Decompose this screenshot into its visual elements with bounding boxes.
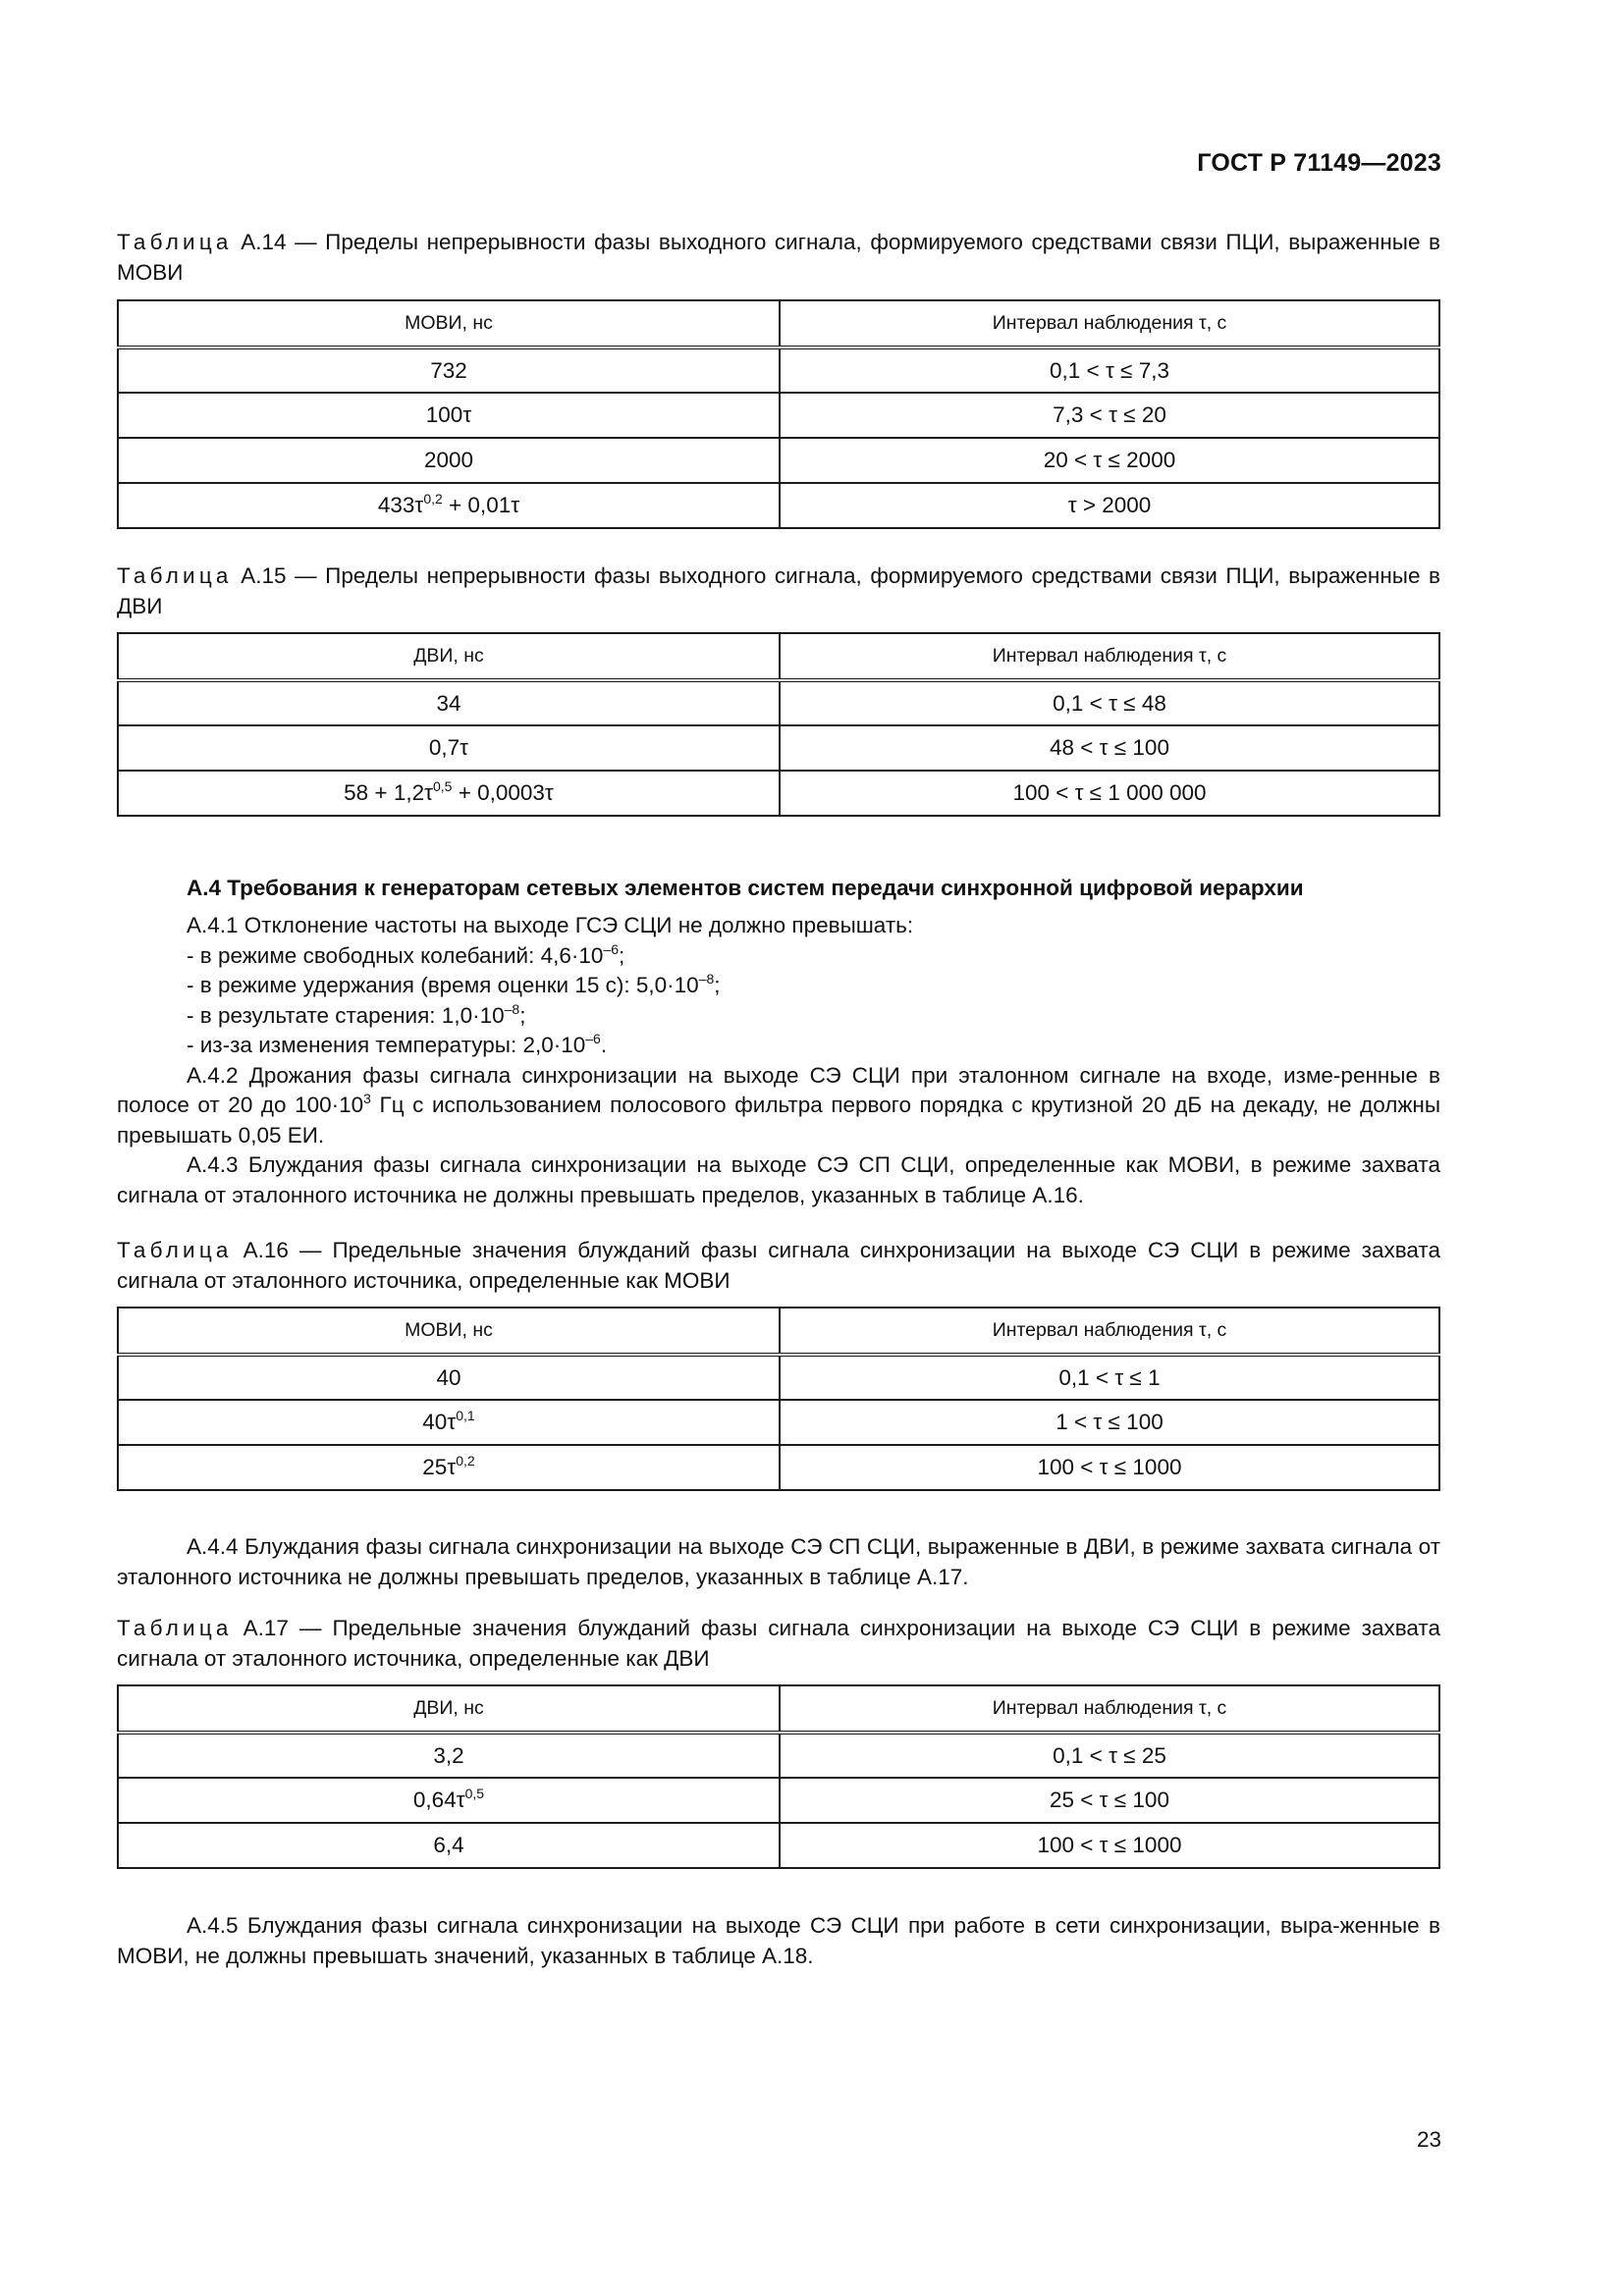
table-cell: 25 < τ ≤ 100 — [780, 1778, 1439, 1823]
table-label: Таблица — [117, 1238, 233, 1262]
table-row — [118, 438, 1439, 483]
list-item: - в результате старения: $1,0\cdot 10^{-8}$; — [187, 1000, 526, 1028]
table-header-row — [118, 1685, 1439, 1733]
table-row — [118, 1778, 1439, 1823]
table-cell: 0,1 < τ ≤ 25 — [780, 1733, 1439, 1778]
table-cell: $58 + 1,2\tau^{0,5} + 0,0003\tau$ — [118, 771, 780, 816]
table-row — [118, 347, 1439, 393]
table-cell: 3,2 — [118, 1733, 780, 1778]
table-row — [118, 1355, 1439, 1400]
table-a16 — [117, 1307, 1440, 1491]
table-cell: $25\tau^{0,2}$ — [118, 1445, 780, 1490]
table-cell: $433\tau^{0,2} + 0,01\tau$ — [118, 483, 780, 528]
table-a17 — [117, 1684, 1440, 1869]
column-header: Интервал наблюдения τ, с — [780, 300, 1439, 347]
table-row — [118, 771, 1439, 816]
table-cell: 100 < τ ≤ 1000 — [780, 1823, 1439, 1868]
table-row — [118, 1733, 1439, 1778]
table-cell: 732 — [118, 347, 780, 393]
document-id: ГОСТ Р 71149—2023 — [1197, 149, 1441, 177]
table-a15-section — [117, 561, 1440, 817]
table-label: Таблица — [117, 563, 233, 588]
table-a14-section — [117, 227, 1440, 529]
table-cell: $0,64\tau^{0,5}$ — [118, 1778, 780, 1823]
table-row — [118, 725, 1439, 771]
paragraph-a42: А.4.2 Дрожания фазы сигнала синхронизации на выходе СЭ СЦИ при эталонном сигнале на входе, изме-ренные в полосе от 20 до $100\cdot 10^3$ Гц с использованием полосового фильтра первого порядка с крутизной 20 дБ на декаду, не должны превышать 0,05 ЕИ. — [117, 1062, 1440, 1148]
paragraph-a45-block — [117, 1911, 1440, 1971]
table-cell: 0,1 < τ ≤ 1 — [780, 1355, 1439, 1400]
list-item: - в режиме удержания (время оценки 15 с): $5,0\cdot 10^{-8}$; — [187, 971, 721, 997]
table-a14 — [117, 299, 1440, 529]
table-cell: 20 < τ ≤ 2000 — [780, 438, 1439, 483]
column-header: МОВИ, нс — [118, 1308, 780, 1355]
table-header-row — [118, 300, 1439, 347]
table-cell: 0,1 < τ ≤ 48 — [780, 680, 1439, 725]
table-a16-section — [117, 1235, 1440, 1491]
paragraph-a45: А.4.5 Блуждания фазы сигнала синхронизации на выходе СЭ СЦИ при работе в сети синхронизации, выра-женные в МОВИ, не должны превышать значений, указанных в таблице А.18. — [117, 1913, 1440, 1968]
table-cell: 1 < τ ≤ 100 — [780, 1400, 1439, 1445]
table-a17-caption: Таблица А.17 — Предельные значения блужданий фазы сигнала синхронизации на выходе СЭ СЦИ в режиме захвата сигнала от эталонного источника, определенные как ДВИ — [117, 1616, 1440, 1671]
table-cell: 2000 — [118, 438, 780, 483]
table-cell: τ > 2000 — [780, 483, 1439, 528]
table-cell: 0,1 < τ ≤ 7,3 — [780, 347, 1439, 393]
table-cell: $40\tau^{0,1}$ — [118, 1400, 780, 1445]
table-label: Таблица — [117, 230, 233, 254]
section-a4 — [117, 876, 1440, 1210]
column-header: ДВИ, нс — [118, 1685, 780, 1733]
table-a16-caption: Таблица А.16 — Предельные значения блужданий фазы сигнала синхронизации на выходе СЭ СЦИ в режиме захвата сигнала от эталонного источника, определенные как МОВИ — [117, 1238, 1440, 1293]
table-row — [118, 1445, 1439, 1490]
table-row — [118, 1823, 1439, 1868]
table-cell: 40 — [118, 1355, 780, 1400]
column-header: Интервал наблюдения τ, с — [780, 1308, 1439, 1355]
table-row — [118, 1400, 1439, 1445]
column-header: Интервал наблюдения τ, с — [780, 633, 1439, 680]
table-row — [118, 483, 1439, 528]
section-heading: А.4 Требования к генераторам сетевых элементов систем передачи синхронной цифровой иерархии — [187, 876, 1304, 900]
table-header-row — [118, 633, 1439, 680]
table-a17-section — [117, 1613, 1440, 1869]
table-cell: 7,3 < τ ≤ 20 — [780, 393, 1439, 438]
page-number: 23 — [1416, 2127, 1441, 2152]
table-cell: 100τ — [118, 393, 780, 438]
table-header-row — [118, 1308, 1439, 1355]
column-header: Интервал наблюдения τ, с — [780, 1685, 1439, 1733]
table-cell: 100 < τ ≤ 1 000 000 — [780, 771, 1439, 816]
table-a15-caption: Таблица А.15 — Пределы непрерывности фазы выходного сигнала, формируемого средствами связи ПЦИ, выраженные в ДВИ — [117, 563, 1440, 618]
table-cell: 0,7τ — [118, 725, 780, 771]
list-item: - в режиме свободных колебаний: $4,6\cdot 10^{-6}$; — [187, 940, 625, 968]
paragraph-a43: А.4.3 Блуждания фазы сигнала синхронизации на выходе СЭ СП СЦИ, определенные как МОВИ, в режиме захвата сигнала от эталонного источника не должны превышать пределов, указанных в таблице А.16. — [117, 1152, 1440, 1207]
table-a14-caption: Таблица А.14 — Пределы непрерывности фазы выходного сигнала, формируемого средствами связи ПЦИ, выраженные в МОВИ — [117, 230, 1440, 285]
column-header: МОВИ, нс — [118, 300, 780, 347]
table-cell: 34 — [118, 680, 780, 725]
table-cell: 48 < τ ≤ 100 — [780, 725, 1439, 771]
table-cell: 100 < τ ≤ 1000 — [780, 1445, 1439, 1490]
column-header: ДВИ, нс — [118, 633, 780, 680]
table-row — [118, 393, 1439, 438]
paragraph-a44-block — [117, 1532, 1440, 1592]
paragraph-a41: А.4.1 Отклонение частоты на выходе ГСЭ СЦИ не должно превышать: — [187, 913, 914, 937]
table-label: Таблица — [117, 1616, 233, 1640]
table-row — [118, 680, 1439, 725]
table-a15 — [117, 632, 1440, 817]
list-item: - из-за изменения температуры: $2,0\cdot 10^{-6}$. — [187, 1031, 608, 1057]
paragraph-a44: А.4.4 Блуждания фазы сигнала синхронизации на выходе СЭ СП СЦИ, выраженные в ДВИ, в режиме захвата сигнала от эталонного источника не должны превышать пределов, указанных в таблице А.17. — [117, 1534, 1440, 1589]
table-cell: 6,4 — [118, 1823, 780, 1868]
